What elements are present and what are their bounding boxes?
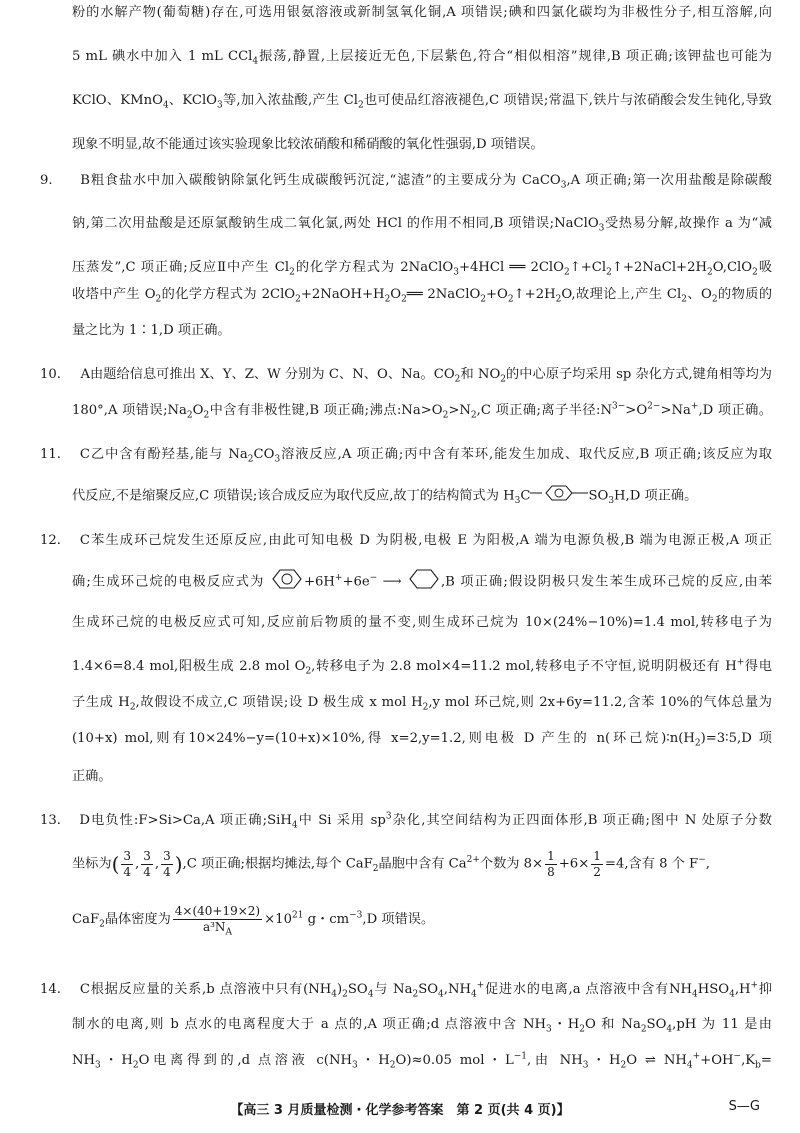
text-run: ,H [734, 982, 751, 997]
superscript: − [369, 573, 378, 584]
superscript: 3 [385, 811, 392, 822]
subscript: 4 [471, 989, 477, 1000]
text-run: 也可使品红溶液褪色,C 项错误;常温下,铁片与浓硝酸会发生钝化,导致 [363, 93, 772, 108]
text-run: 的化学方程式为 2NaClO [294, 260, 454, 275]
subscript: 4 [291, 820, 298, 831]
text-run: 1.4×6=8.4 mol,阳极生成 2.8 mol O [72, 659, 306, 674]
subscript: 3 [598, 223, 605, 234]
q13-line-2: 坐标为( $\frac{3}{4}$ , $\frac{3}{4}$ , $\frac{3}{4}$ ),C 项正确;根据均摊法,每个 CaF$_2$晶胞中含有 $Ca^{2+}$个数为 8× $\frac{1}{8}$ +6× $\frac{1}{2}$ =4,含有 8 个 F−, [72, 848, 710, 879]
text-run: ,B 项正确;假设阴极只发生苯生成环己烷的反应,由苯 [440, 574, 772, 590]
q13-line-3 [72, 902, 772, 938]
text-run: CO [253, 447, 275, 462]
q9-line-2 [72, 215, 772, 233]
text-run: ,转移电子为 2.8 mol×4=11.2 mol,转移电子不守恒,说明阴极还有 H [311, 659, 737, 674]
text-run: >Na [660, 403, 691, 418]
subscript: 4 [729, 989, 735, 1000]
superscript: + [476, 980, 485, 991]
subscript: 2 [412, 989, 419, 1000]
text-run: >N [448, 403, 471, 418]
text-run: 制水的电离,则 b 点水的电离程度大于 a 点的,A 项正确;d 点溶液中含 NH [72, 1017, 547, 1032]
superscript: + [736, 657, 745, 668]
text-run: O,ClO [712, 260, 753, 275]
text-run: ⟶ [382, 574, 402, 590]
subscript: 2 [401, 294, 407, 305]
text-run: O [390, 287, 402, 302]
text-run: ・H [357, 1053, 390, 1068]
text-run: ,K [741, 1053, 756, 1068]
text-run: 、KClO [168, 93, 217, 108]
text-run: 等,加入浓盐酸,产生 Cl [222, 93, 358, 108]
text-run: 粗食盐水中加入碳酸钠除氯化钙生成碳酸钙沉淀,“滤渣”的主要成分为 CaCO [90, 173, 561, 188]
text-run: 电负性:F>Si>Ca,A 项正确;SiH [90, 813, 292, 828]
text-run: 振荡,静置,上层接近无色,下层紫色,符合“相似相溶”规律,B 项正确;该钾盐也可能为 [258, 49, 772, 64]
text-run: 溶液反应,A 项正确;丙中含有苯环,能发生加成、取代反应,B 项正确;该反应为取 [280, 447, 772, 462]
subscript: 2 [470, 410, 477, 421]
page-footer [0, 1099, 800, 1119]
q12-line-5 [72, 694, 772, 712]
text-run: C [520, 488, 531, 504]
q11-line-1 [40, 446, 772, 464]
q10-line-2 [72, 402, 772, 420]
text-run: 4 [123, 864, 132, 879]
subscript: 2 [129, 702, 136, 713]
subscript: 2 [694, 738, 701, 749]
subscript: 2 [711, 294, 718, 305]
text-run: ,pH 为 11 是由 [672, 1017, 772, 1032]
q12-line-1 [40, 532, 772, 550]
text-run: ══ 2NaClO [406, 287, 481, 302]
text-run: 、O [686, 287, 712, 302]
text-run: ・H [588, 1053, 621, 1068]
text-run: )=3∶5,D 项 [700, 731, 772, 746]
subscript: 4 [666, 1024, 673, 1035]
subscript: 2 [500, 374, 506, 385]
text-run: 吸 [757, 260, 773, 275]
q14-line-1 [40, 981, 772, 999]
text-run: 3 [123, 848, 132, 863]
text-run: O,故理论上,产生 Cl [561, 287, 682, 302]
q8-line-1 [72, 4, 772, 22]
subscript: 3 [608, 496, 615, 507]
q14-line-3 [72, 1052, 772, 1070]
subscript: 2 [620, 1060, 627, 1071]
q10-number: 10. A [40, 367, 90, 382]
text-run: 抑 [758, 982, 773, 997]
subscript: A [225, 927, 232, 938]
text-run: 中含有非极性键,B 项正确;沸点:Na>O [209, 403, 443, 418]
fraction [141, 849, 153, 880]
superscript: − [698, 855, 706, 866]
text-run: ,C 项正确;根据均摊法,每个 CaF [182, 856, 373, 872]
subscript: 3 [274, 454, 281, 465]
q12-line-4 [72, 658, 772, 676]
text-run: ,NH [443, 982, 472, 997]
text-run: 8 [547, 864, 555, 879]
q12-line-7 [72, 768, 772, 786]
superscript: − [733, 1051, 742, 1062]
subscript: 2 [681, 294, 687, 305]
text-run: +OH [700, 1053, 734, 1068]
text-run: 得电 [744, 659, 772, 674]
subscript: 2 [342, 989, 348, 1000]
text-run: SO [347, 982, 368, 997]
text-run: 由题给信息可推出 X、Y、Z、W 分别为 C、N、O、Na。CO [90, 367, 455, 382]
benzene-icon [270, 569, 304, 595]
q8-line-2 [72, 48, 772, 66]
text-run: 代反应,不是缩聚反应,C 项错误;该合成反应为取代反应,故丁的结构简式为 H [72, 488, 515, 504]
subscript: 2 [384, 294, 391, 305]
q14-number: 14. C [40, 982, 90, 997]
text-run: ×10 [264, 912, 292, 927]
text-run: 杂化,其空间结构为正四面体形,B 项正确;图中 N 处原子分数 [391, 813, 772, 828]
footer-code: S—G [728, 1099, 760, 1114]
text-run: ,D 项正确。 [698, 403, 772, 418]
subscript: 2 [305, 666, 312, 677]
fraction [121, 849, 133, 880]
text-run: 3 [163, 848, 171, 863]
subscript: 2 [132, 1060, 139, 1071]
superscript: + [334, 573, 343, 584]
subscript: 4 [252, 56, 259, 67]
subscript: 4 [331, 989, 337, 1000]
text-run: 苯生成环己烷发生还原反应,由此可知电极 D 为阴极,电极 E 为阳极,A 端为电源负极,B 端为电源正极,A 项正 [90, 533, 772, 548]
superscript: + [690, 401, 699, 412]
text-run: 4 [143, 864, 151, 879]
subscript: 3 [95, 1060, 101, 1071]
subscript: 4 [438, 989, 444, 1000]
superscript: + [750, 980, 759, 991]
fraction [545, 849, 557, 880]
subscript: 2 [640, 1024, 647, 1035]
q11-line-2 [72, 484, 772, 508]
footer-title: 【高三 3 月质量检测・化学参考答案 第 2 页(共 4 页)】 [230, 1103, 570, 1118]
text-run: H,D 项正确。 [614, 488, 698, 504]
text-run: 晶体密度为 [104, 912, 171, 927]
q12-number: 12. C [40, 533, 90, 548]
text-run: a³N [202, 920, 226, 934]
text-run: 坐标为 [72, 856, 112, 872]
text-run: 个数为 8× [479, 856, 544, 872]
text-run: 的物质的 [717, 287, 773, 302]
subscript: b [755, 1060, 761, 1071]
subscript: 2 [752, 267, 758, 278]
subscript: 2 [454, 374, 461, 385]
text-run: ,故假设不成立,C 项错误;设 D 极生成 x mol H [135, 695, 423, 710]
q13-line-1 [40, 812, 772, 830]
subscript: 3 [546, 1024, 552, 1035]
text-run: ) [174, 852, 183, 876]
text-run: = [760, 1053, 772, 1068]
subscript: 2 [389, 1060, 396, 1071]
text-run: O ⇌ NH [626, 1053, 687, 1068]
text-run: CaF [72, 912, 100, 927]
text-run: 晶胞中含有 Ca [378, 856, 467, 872]
q9-line-1 [40, 172, 772, 190]
text-run: 确;生成环己烷的电极反应式为 [72, 574, 265, 590]
text-run: SO [646, 1017, 667, 1032]
text-run: O)≈0.05 mol・L [395, 1053, 514, 1068]
text-run: +O [486, 287, 508, 302]
subscript: 2 [372, 864, 379, 875]
text-run: , [705, 856, 710, 872]
text-run [173, 920, 262, 938]
text-run: 和 NO [460, 367, 501, 382]
text-run: 收塔中产生 O [72, 287, 156, 302]
subscript: 2 [295, 294, 301, 305]
subscript: 4 [686, 1060, 693, 1071]
q8-line-3 [72, 92, 772, 110]
text-run: 中 Si 采用 sp [297, 813, 386, 828]
superscript: 2+ [466, 855, 480, 866]
text-run: SO [418, 982, 439, 997]
text-run: 的化学方程式为 2ClO [161, 287, 296, 302]
subscript: 2 [563, 267, 570, 278]
text-run: 3 [143, 848, 151, 863]
fraction [591, 849, 603, 880]
text-run: ,C 项正确;离子半径:N [476, 403, 612, 418]
text-run: 正确。 [72, 769, 112, 784]
text-run: (10+x) mol,则有10×24%−y=(10+x)×10%,得 x=2,y=1.2,则电极 D 产生的 n(环己烷)∶n(H [72, 731, 695, 746]
superscript: 2− [647, 401, 661, 412]
text-run: O [192, 403, 204, 418]
text-run: ,由 NH [527, 1053, 583, 1068]
text-run: +6× [558, 856, 590, 872]
subscript: 2 [155, 294, 162, 305]
q9-line-3 [72, 259, 772, 277]
text-run: O电离得到的,d 点溶液 c(NH [138, 1053, 352, 1068]
superscript: −3 [349, 910, 363, 921]
text-run: ) [337, 982, 343, 997]
cyclohexane-icon [407, 569, 441, 595]
subscript: 2 [555, 294, 562, 305]
benzene-ring-icon [530, 484, 588, 508]
subscript: 2 [186, 410, 193, 421]
q11-number: 11. C [40, 447, 90, 462]
text-run: +6H [303, 574, 335, 590]
text-run: >O [625, 403, 648, 418]
text-run: 子生成 H [72, 695, 130, 710]
superscript: 21 [291, 910, 304, 921]
text-run: 促进水的电离,a 点溶液中含有NH [484, 982, 693, 997]
text-run: ,A 项正确;第一次用盐酸是除碳酸 [566, 173, 772, 188]
subscript: 2 [707, 267, 713, 278]
subscript: 4 [692, 989, 698, 1000]
text-run: 4×(40+19×2) [174, 904, 261, 918]
subscript: 2 [507, 294, 514, 305]
subscript: 3 [453, 267, 459, 278]
q10-line-1 [40, 366, 772, 384]
text-run: 粉的水解产物(葡萄糖)存在,可选用银氨溶液或新制氢氧化铜,A 项错误;碘和四氯化碳均为非极性分子,相互溶解,向 [72, 5, 772, 20]
q8-line-4 [72, 136, 772, 154]
text-run: NH [72, 1053, 96, 1068]
q12-line-6 [72, 730, 772, 748]
text-run: 压蒸发”,C 项正确;反应Ⅱ中产生 Cl [72, 260, 290, 275]
q12-line-3 [72, 614, 772, 632]
text-run: 与 Na [373, 982, 413, 997]
q9-line-5 [72, 322, 772, 340]
subscript: 2 [606, 267, 612, 278]
subscript: 2 [422, 702, 429, 713]
text-run: 1 [593, 848, 601, 863]
subscript: 2 [247, 454, 254, 465]
density-fraction [173, 904, 262, 938]
text-run: ↑+Cl [569, 260, 607, 275]
q9-line-4 [72, 286, 772, 304]
text-run: g・cm [303, 912, 350, 927]
text-run: 乙中含有酚羟基,能与 Na [90, 447, 248, 462]
text-run: ,D 项错误。 [362, 912, 435, 927]
text-run: 1 [547, 848, 555, 863]
text-run: ↑+2NaCl+2H [611, 260, 707, 275]
text-run: HSO [697, 982, 730, 997]
subscript: 4 [367, 989, 374, 1000]
text-run: 受热易分解,故操作 a 为“减 [604, 216, 772, 231]
superscript: + [692, 1051, 701, 1062]
subscript: 3 [582, 1060, 589, 1071]
text-run: 根据反应量的关系,b 点溶液中只有(NH [90, 982, 332, 997]
subscript: 3 [352, 1060, 358, 1071]
text-run: ,y mol 环己烷,则 2x+6y=11.2,含苯 10%的气体总量为 [428, 695, 772, 710]
text-run: KClO、KMnO [72, 93, 163, 108]
text-run: 量之比为 1∶1,D 项正确。 [72, 323, 231, 338]
subscript: 2 [480, 294, 486, 305]
subscript: 2 [442, 410, 449, 421]
subscript: 2 [579, 1024, 585, 1035]
text-run: 的中心原子均采用 sp 杂化方式,键角相等均为 [506, 367, 772, 382]
text-run: 5 mL 碘水中加入 1 mL CCl [72, 49, 253, 64]
text-run: 2 [593, 864, 601, 879]
subscript: 2 [203, 410, 210, 421]
text-run: 生成环己烷的电极反应式可知,反应前后物质的量不变,则生成环己烷为 10×(24%−10%)=1.4 mol,转移电子为 [72, 615, 772, 630]
text-run: 现象不明显,故不能通过该实验现象比较浓硝酸和稀硝酸的氧化性强弱,D 项错误。 [72, 137, 544, 152]
text-run: +2NaOH+H [300, 287, 385, 302]
subscript: 2 [99, 919, 105, 930]
text-run: ↑+2H [513, 287, 556, 302]
subscript: 2 [358, 100, 364, 111]
subscript: 2 [289, 267, 295, 278]
subscript: 4 [162, 100, 169, 111]
text-run: 180°,A 项错误;Na [72, 403, 187, 418]
text-run: ・H [100, 1053, 133, 1068]
fraction [161, 849, 173, 880]
text-run: =4,含有 8 个 F [604, 856, 699, 872]
q9-number: 9. B [40, 173, 90, 188]
text-run: O 和 Na [584, 1017, 641, 1032]
q13-number: 13. D [40, 813, 90, 828]
subscript: 3 [514, 496, 521, 507]
superscript: −1 [513, 1051, 528, 1062]
q14-line-2 [72, 1016, 772, 1034]
text-run: +6e [342, 574, 370, 590]
text-run: 钠,第二次用盐酸是还原氯酸钠生成二氧化氯,两处 HCl 的作用不相同,B 项错误;NaClO [72, 216, 599, 231]
text-run: +4HCl ══ 2ClO [458, 260, 564, 275]
subscript: 3 [560, 180, 567, 191]
text-run: SO [588, 488, 609, 504]
text-run: ( [111, 852, 120, 876]
text-run: ・H [551, 1017, 580, 1032]
text-run: 4 [163, 864, 171, 879]
superscript: 3− [612, 401, 626, 412]
q12-line-2 [72, 569, 772, 595]
subscript: 3 [216, 100, 223, 111]
